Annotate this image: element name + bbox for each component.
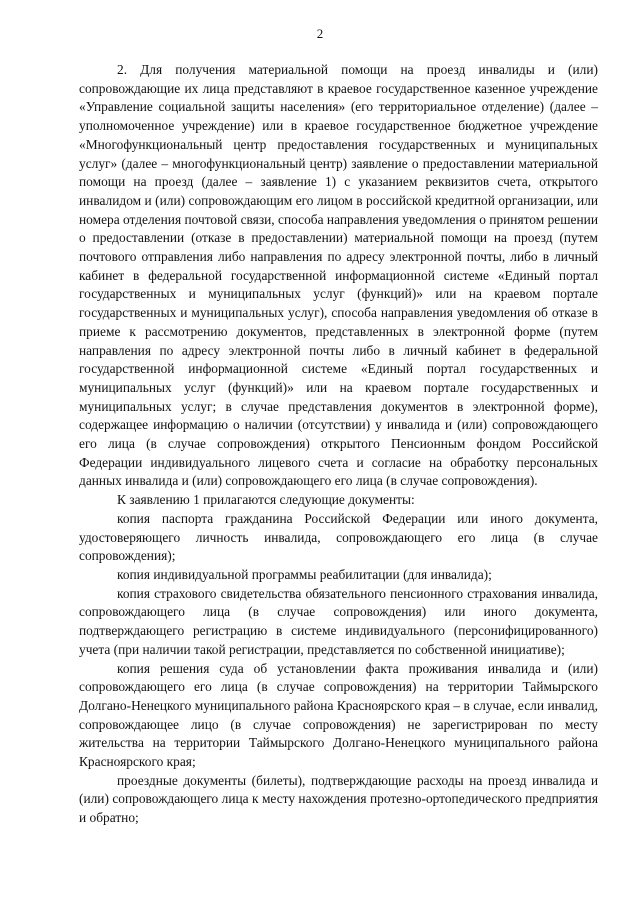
paragraph-court-decision-copy: копия решения суда об установлении факта проживания инвалида и (или) сопровождающего его лица (в случае сопровождения) на территории Таймырского Долгано-Ненецкого муниципального района Красноярского края – в случае, если инвалид, сопровождающее лицо (в случае сопровождения) не зарегистрирован по месту жительства на территории Таймырского Долгано-Ненецкого муниципального района Красноярского края; [79,660,598,770]
paragraph-insurance-certificate-copy: копия страхового свидетельства обязательного пенсионного страхования инвалида, сопровождающего лица (в случае сопровождения) или иного документа, подтверждающего регистрацию в системе индивидуального (персонифицированного) учета (при наличии такой регистрации, представляется по собственной инициативе); [79,585,598,657]
paragraph-attachments-intro: К заявлению 1 прилагаются следующие документы: [117,492,415,508]
paragraph-rehab-program-copy: копия индивидуальной программы реабилитации (для инвалида); [117,566,492,582]
paragraph-travel-documents: проездные документы (билеты), подтверждающие расходы на проезд инвалида и (или) сопровождающего лица к месту нахождения протезно-ортопедического предприятия и обратно; [79,772,598,826]
paragraph-passport-copy: копия паспорта гражданина Российской Федерации или иного документа, удостоверяющего личность инвалида, сопровождающего его лица (в случае сопровождения); [79,510,598,564]
page-number: 2 [316,26,324,41]
paragraph-item-2: 2. Для получения материальной помощи на проезд инвалиды и (или) сопровождающие их лица представляют в краевое государственное казенное учреждение «Управление социальной защиты населения» (его территориальное отделение) (далее – уполномоченное учреждение) или в краевое государственное бюджетное учреждение «Многофункциональный центр предоставления государственных и муниципальных услуг» (далее – многофункциональный центр) заявление о предоставлении материальной помощи на проезд (далее – заявление 1) с указанием реквизитов счета, открытого инвалидом и (или) сопровождающим его лицом в российской кредитной организации, или номера отделения почтовой связи, способа направления уведомления о принятом решении о предоставлении (отказе в предоставлении) материальной помощи на проезд (путем почтового отправления либо направления по адресу электронной почты, либо в личный кабинет в федеральной государственной информационной системе «Единый портал государственных и муниципальных услуг (функций)» или на краевом портале государственных и муниципальных услуг), способа направления уведомления об отказе в приеме к рассмотрению документов, представленных в электронной форме (путем направления по адресу электронной почты либо в личный кабинет в федеральной государственной информационной системе «Единый портал государственных и муниципальных услуг (функций)» или на краевом портале государственных и муниципальных услуг; в случае представления документов в электронной форме), содержащее информацию о наличии (отсутствии) у инвалида и (или) сопровождающего его лица (в случае сопровождения) открытого Пенсионным фондом Российской Федерации индивидуального лицевого счета и согласие на обработку персональных данных инвалида и (или) сопровождающего его лица (в случае сопровождения). [79,62,598,489]
document-body [79,61,598,828]
